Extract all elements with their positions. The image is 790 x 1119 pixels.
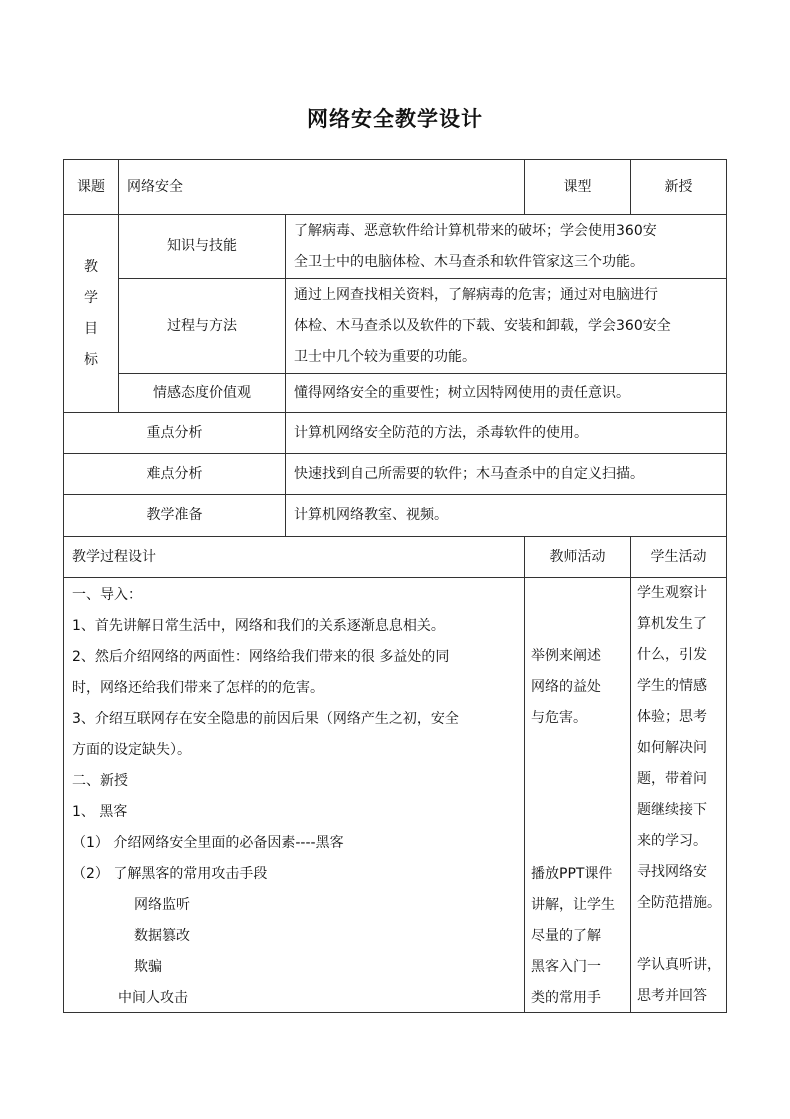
objective-line: 通过上网查找相关资料，了解病毒的危害；通过对电脑进行 bbox=[294, 287, 658, 303]
objective-name: 过程与方法 bbox=[167, 317, 237, 334]
student-line: 学生观察计 bbox=[637, 585, 707, 601]
process-line: 一、导入： bbox=[72, 587, 142, 603]
process-design-cell bbox=[63, 577, 525, 1013]
objective-line: 懂得网络安全的重要性；树立因特网使用的责任意识。 bbox=[294, 384, 630, 401]
objective-name-cell bbox=[118, 278, 286, 374]
student-activity-header-cell bbox=[630, 536, 727, 578]
teacher-line: 举例来阐述 bbox=[531, 648, 601, 664]
student-line: 思考并回答 bbox=[637, 988, 707, 1004]
process-line: 1、 黑客 bbox=[72, 804, 128, 820]
process-line: 网络监听 bbox=[134, 897, 190, 913]
analysis-value: 计算机网络安全防范的方法，杀毒软件的使用。 bbox=[294, 424, 588, 441]
label-type-cell bbox=[524, 159, 631, 215]
label-topic-cell bbox=[63, 159, 119, 215]
type-cell bbox=[630, 159, 727, 215]
teacher-line: 网络的益处 bbox=[531, 679, 601, 695]
objective-name: 情感态度价值观 bbox=[153, 384, 251, 401]
process-line: 1、首先讲解日常生活中，网络和我们的关系逐渐息息相关。 bbox=[72, 618, 445, 634]
process-line: 3、介绍互联网存在安全隐患的前因后果（网络产生之初，安全 bbox=[72, 711, 459, 727]
document-title: 网络安全教学设计 bbox=[307, 106, 483, 131]
analysis-label-cell bbox=[63, 412, 286, 454]
student-line: 学生的情感 bbox=[637, 678, 707, 694]
process-line: 时，网络还给我们带来了怎样的的危害。 bbox=[72, 680, 324, 696]
objective-name: 知识与技能 bbox=[167, 238, 237, 254]
objective-line: 卫士中几个较为重要的功能。 bbox=[294, 349, 476, 365]
objective-line: 了解病毒、恶意软件给计算机带来的破坏；学会使用360安 bbox=[294, 223, 657, 239]
analysis-value: 快速找到自己所需要的软件；木马查杀中的自定义扫描。 bbox=[294, 465, 644, 482]
teacher-line: 类的常用手 bbox=[531, 990, 601, 1006]
teacher-line: 黑客入门一 bbox=[531, 959, 601, 975]
process-line: 欺骗 bbox=[134, 959, 162, 975]
objective-name-cell bbox=[118, 373, 286, 413]
objective-detail-cell bbox=[285, 373, 727, 413]
analysis-value-cell bbox=[285, 494, 727, 537]
teacher-activity-header: 教师活动 bbox=[549, 548, 606, 565]
process-line: 2、然后介绍网络的两面性：网络给我们带来的很 多益处的同 bbox=[72, 649, 450, 665]
teacher-line: 讲解，让学生 bbox=[531, 897, 615, 913]
objectives-label-char: 教 bbox=[84, 258, 98, 275]
type-value: 新授 bbox=[664, 178, 693, 195]
process-line: 中间人攻击 bbox=[118, 990, 188, 1006]
process-line: 数据篡改 bbox=[134, 928, 190, 944]
analysis-value: 计算机网络教室、视频。 bbox=[294, 507, 448, 523]
student-activity-header: 学生活动 bbox=[650, 548, 707, 565]
process-line: 二、新授 bbox=[72, 773, 128, 789]
topic-cell bbox=[118, 159, 525, 215]
teacher-line: 尽量的了解 bbox=[531, 928, 601, 944]
process-design-header: 教学过程设计 bbox=[72, 548, 156, 565]
objectives-label-char: 目 bbox=[84, 320, 98, 337]
process-line: （2） 了解黑客的常用攻击手段 bbox=[72, 866, 268, 882]
student-line: 如何解决问 bbox=[637, 740, 707, 756]
student-line bbox=[637, 919, 724, 950]
teacher-activity-header-cell bbox=[524, 536, 631, 578]
student-line: 体验；思考 bbox=[637, 709, 707, 725]
student-line: 学认真听讲， bbox=[637, 957, 721, 973]
analysis-value-cell bbox=[285, 412, 727, 454]
teacher-line: 播放PPT课件 bbox=[531, 866, 613, 882]
objectives-label-cell bbox=[63, 214, 119, 413]
label-type: 课型 bbox=[563, 178, 592, 195]
objective-line: 全卫士中的电脑体检、木马查杀和软件管家这三个功能。 bbox=[294, 254, 644, 270]
objective-line: 体检、木马查杀以及软件的下载、安装和卸载，学会360安全 bbox=[294, 318, 671, 334]
objectives-label-char: 学 bbox=[84, 289, 98, 306]
student-line: 来的学习。 bbox=[637, 833, 707, 849]
analysis-value-cell bbox=[285, 453, 727, 495]
student-line: 题继续接下 bbox=[637, 802, 707, 818]
student-line: 题，带着问 bbox=[637, 771, 707, 787]
label-topic: 课题 bbox=[77, 178, 105, 195]
teacher-line: 与危害。 bbox=[531, 710, 587, 726]
student-line: 什么，引发 bbox=[637, 647, 707, 663]
student-activity-cell bbox=[630, 577, 727, 1013]
analysis-label-cell bbox=[63, 494, 286, 537]
teacher-activity-cell bbox=[524, 577, 631, 1013]
analysis-label: 难点分析 bbox=[146, 465, 203, 482]
process-line: （1） 介绍网络安全里面的必备因素----黑客 bbox=[72, 835, 344, 851]
student-line: 全防范措施。 bbox=[637, 895, 721, 911]
analysis-label-cell bbox=[63, 453, 286, 495]
process-design-header-cell bbox=[63, 536, 525, 578]
analysis-label: 教学准备 bbox=[146, 507, 203, 523]
objectives-label-char: 标 bbox=[84, 351, 98, 368]
analysis-label: 重点分析 bbox=[146, 424, 203, 441]
student-line: 寻找网络安 bbox=[637, 864, 707, 880]
student-line: 算机发生了 bbox=[637, 616, 707, 632]
objective-name-cell bbox=[118, 214, 286, 279]
objective-detail-cell bbox=[285, 214, 727, 279]
objective-detail-cell bbox=[285, 278, 727, 374]
process-line: 方面的设定缺失）。 bbox=[72, 742, 191, 758]
topic-value: 网络安全 bbox=[127, 178, 183, 195]
